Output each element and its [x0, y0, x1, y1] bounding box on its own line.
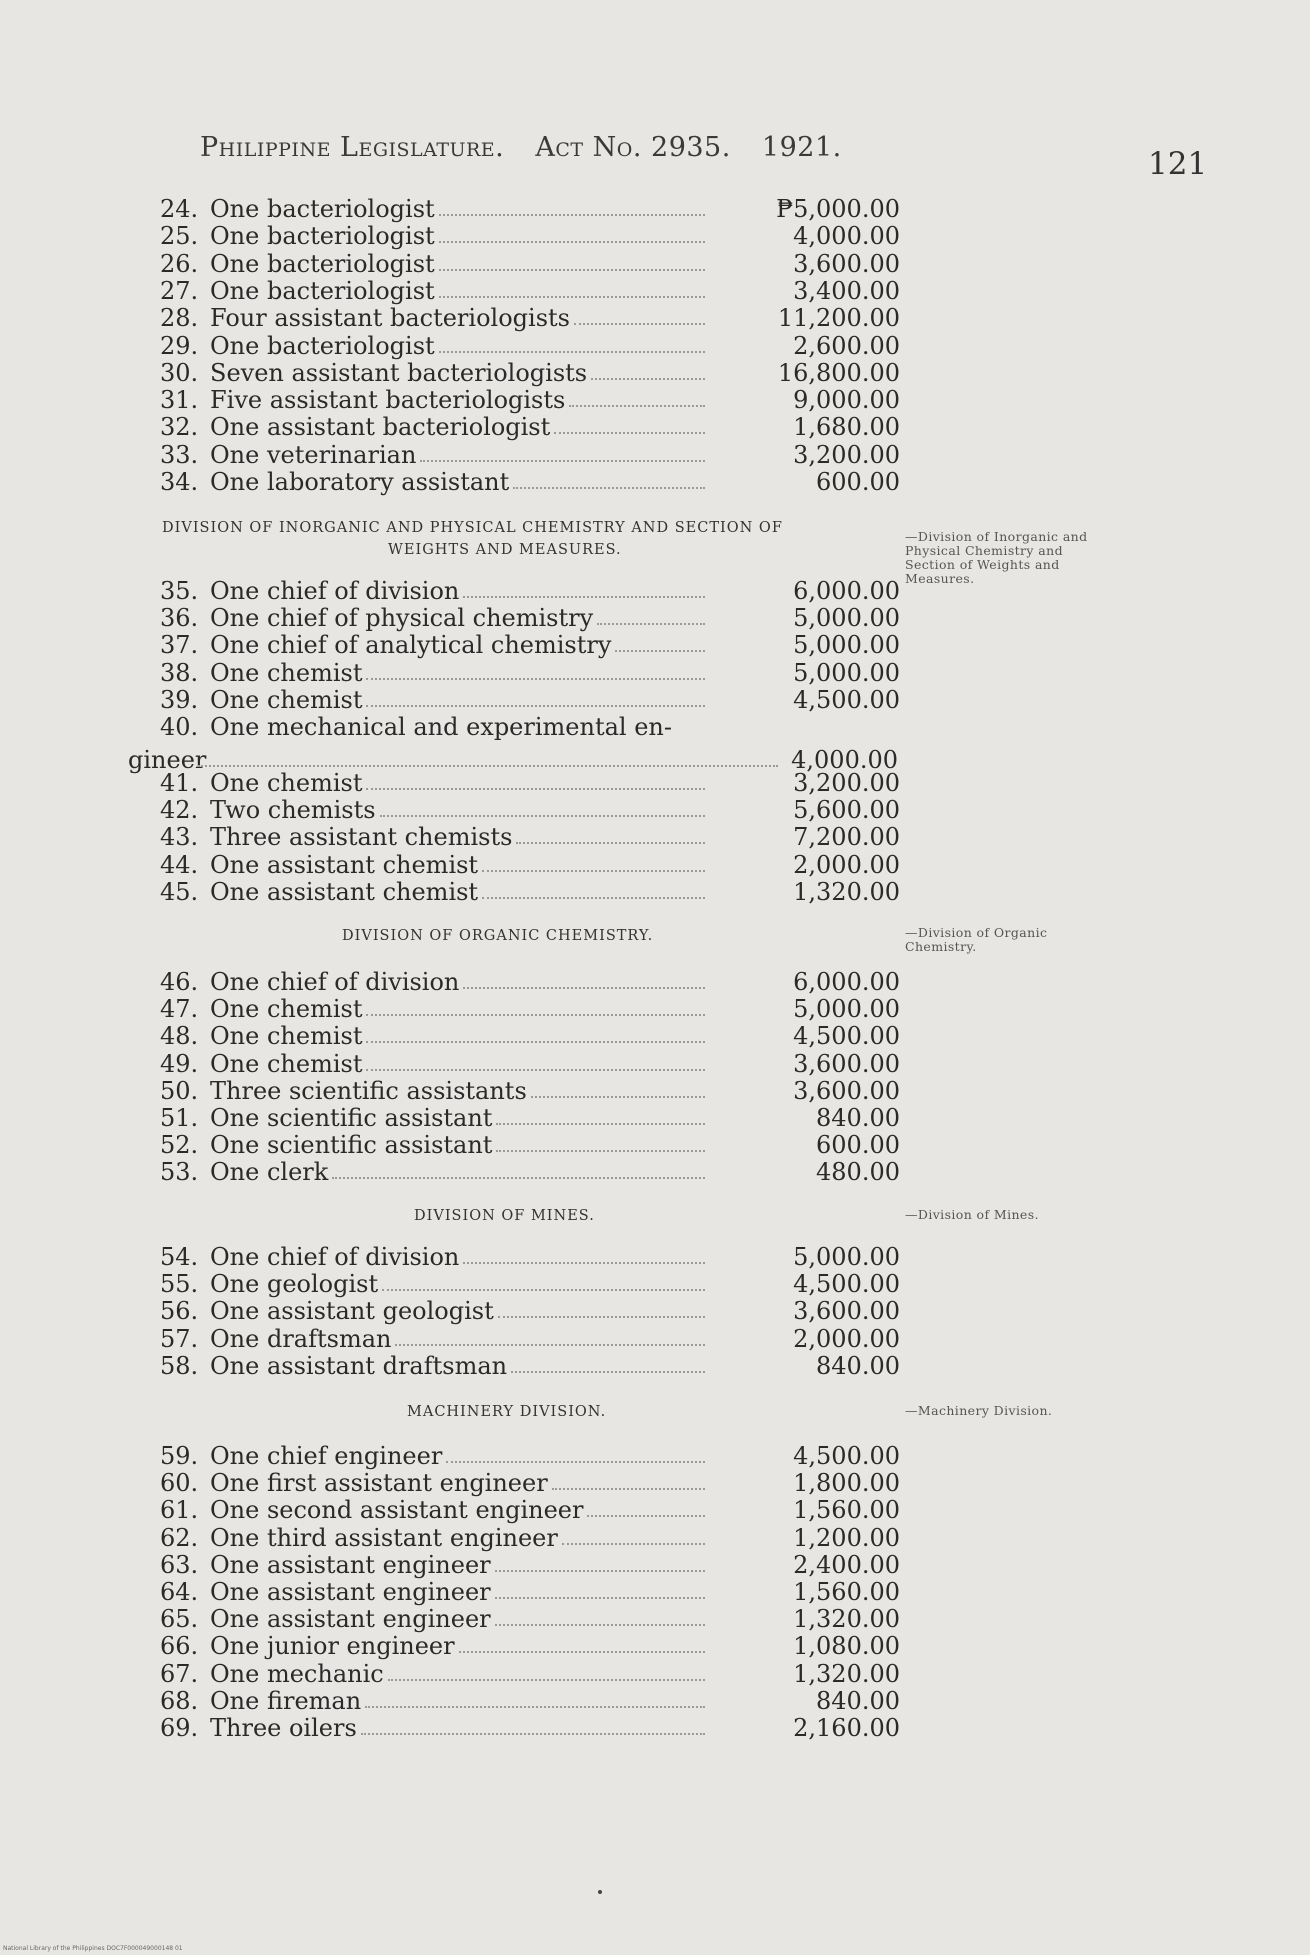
line-item-description: One bacteriologist: [210, 331, 435, 360]
dot-leader: [511, 1369, 705, 1373]
line-item-amount: 1,800.00: [793, 1469, 900, 1498]
line-item-description: Five assistant bacteriologists: [210, 386, 566, 415]
line-item-amount: 3,600.00: [793, 1076, 900, 1105]
line-item-number: 44.: [160, 850, 199, 879]
line-item-description: One assistant bacteriologist: [210, 413, 551, 442]
line-item-number: 32.: [160, 413, 199, 442]
dot-leader: [482, 895, 705, 899]
line-item-description: One scientific assistant: [210, 1104, 493, 1132]
dot-leader: [365, 1704, 705, 1708]
line-item-amount: 9,000.00: [793, 386, 900, 415]
line-item-number: 54.: [160, 1243, 199, 1271]
line-item-description: One chief of division: [210, 1243, 460, 1271]
dot-leader: [380, 813, 705, 817]
dot-leader: [495, 1595, 705, 1599]
running-head-year: 1921.: [761, 132, 842, 163]
line-item: [160, 1442, 900, 1470]
line-item-number: 34.: [160, 468, 199, 496]
dot-leader: [366, 786, 705, 790]
line-item-number: 53.: [160, 1158, 199, 1187]
dot-leader: [513, 485, 705, 489]
line-item-number: 30.: [160, 358, 199, 387]
line-item-amount: ₱5,000.00: [776, 195, 900, 223]
line-item-description: Three oilers: [210, 1714, 357, 1742]
line-item-number: 52.: [160, 1131, 199, 1160]
line-item-number: 45.: [160, 877, 199, 906]
dot-leader: [562, 1541, 705, 1545]
line-item-number: 63.: [160, 1550, 199, 1579]
line-item-number: 69.: [160, 1714, 199, 1742]
dot-leader: [496, 1121, 705, 1125]
dot-leader: [439, 267, 705, 271]
line-item: [160, 713, 900, 741]
dot-leader: [439, 239, 705, 243]
line-item-amount: 2,600.00: [793, 331, 900, 360]
line-item-amount: 4,500.00: [793, 1442, 900, 1470]
line-item-amount: 1,320.00: [793, 1605, 900, 1634]
ink-speck: [598, 1890, 602, 1894]
line-item-description: One chief of analytical chemistry: [210, 631, 612, 660]
line-item-amount: 4,500.00: [793, 685, 900, 714]
line-item: [160, 1243, 900, 1271]
line-item-description: One chemist: [210, 658, 363, 687]
line-item-number: 55.: [160, 1270, 199, 1299]
line-item-number: 51.: [160, 1104, 199, 1132]
line-item-amount: 1,320.00: [793, 877, 900, 906]
margin-note-machinery: —Machinery Division.: [905, 1403, 1053, 1418]
section-heading-organic: DIVISION OF ORGANIC CHEMISTRY.: [342, 928, 654, 944]
line-item-amount: 3,200.00: [793, 769, 900, 797]
line-item-number: 24.: [160, 195, 199, 223]
line-item-amount: 840.00: [816, 1104, 900, 1132]
line-item-number: 62.: [160, 1523, 199, 1552]
line-item-description: One mechanic: [210, 1659, 384, 1688]
dot-leader: [498, 1314, 705, 1318]
line-item-number: 26.: [160, 249, 199, 278]
line-item-continuation: [128, 746, 898, 774]
line-item: [160, 577, 900, 605]
line-item-number: 56.: [160, 1297, 199, 1326]
line-item: [160, 1297, 900, 1325]
line-item-number: 39.: [160, 685, 199, 714]
dot-leader: [361, 1731, 705, 1735]
dot-leader: [615, 648, 705, 652]
line-item-number: 36.: [160, 604, 199, 633]
line-item-description: Two chemists: [210, 796, 376, 825]
line-item: [160, 851, 900, 879]
dot-leader: [495, 1568, 705, 1572]
dot-leader: [332, 1175, 705, 1179]
line-item-number: 43.: [160, 823, 199, 852]
line-item-description: One assistant geologist: [210, 1297, 494, 1326]
line-item: [160, 413, 900, 441]
line-item-description: One chief of physical chemistry: [210, 604, 594, 633]
dot-leader: [366, 676, 705, 680]
line-item: [160, 995, 900, 1023]
line-item-amount: 1,680.00: [793, 413, 900, 442]
section-heading-inorganic-line1: DIVISION OF INORGANIC AND PHYSICAL CHEMISTRY AND SECTION OF: [162, 520, 783, 536]
page-number: 121: [1148, 146, 1208, 182]
line-item: [160, 686, 900, 714]
line-item-description: One chemist: [210, 995, 363, 1024]
line-item: [160, 1687, 900, 1715]
dot-leader: [496, 1148, 705, 1152]
line-item-description: One chemist: [210, 1022, 363, 1051]
dot-leader: [395, 1342, 705, 1346]
line-item-amount: 1,080.00: [793, 1632, 900, 1661]
line-item-description: One geologist: [210, 1270, 379, 1299]
dot-leader: [439, 212, 705, 216]
line-item-number: 50.: [160, 1076, 199, 1105]
line-item-description: One assistant engineer: [210, 1578, 491, 1606]
line-item-description: One junior engineer: [210, 1632, 455, 1661]
line-item: [160, 304, 900, 332]
line-item-number: 48.: [160, 1022, 199, 1051]
line-item-amount: 840.00: [816, 1351, 900, 1380]
line-item-amount: 6,000.00: [793, 577, 900, 605]
line-item-description: One bacteriologist: [210, 222, 435, 251]
line-item-amount: 1,560.00: [793, 1578, 900, 1606]
line-item-description: One veterinarian: [210, 440, 417, 469]
dot-leader: [495, 1622, 705, 1626]
line-item: [160, 1578, 900, 1606]
line-item-description: One assistant engineer: [210, 1605, 491, 1634]
line-item: [160, 659, 900, 687]
line-item-description: Four assistant bacteriologists: [210, 304, 570, 333]
line-item-description: One chief of division: [210, 968, 460, 996]
line-item-description: One chief of division: [210, 577, 460, 605]
line-item: [160, 604, 900, 632]
margin-note-mines: —Division of Mines.: [905, 1207, 1039, 1222]
line-item-description: One first assistant engineer: [210, 1469, 548, 1498]
line-item: [160, 1605, 900, 1633]
dot-leader: [446, 1459, 705, 1463]
dot-leader: [569, 403, 705, 407]
line-item: [160, 1104, 900, 1132]
line-item-amount: 480.00: [816, 1158, 900, 1187]
section-heading-machinery: MACHINERY DIVISION.: [407, 1404, 607, 1420]
line-item-amount: 16,800.00: [777, 358, 900, 387]
line-item-amount: 3,200.00: [793, 440, 900, 469]
line-item-description: One bacteriologist: [210, 195, 435, 223]
line-item-number: 28.: [160, 304, 199, 333]
line-item: [160, 878, 900, 906]
section-heading-inorganic-line2: WEIGHTS AND MEASURES.: [388, 542, 622, 558]
line-item: [160, 250, 900, 278]
line-item-amount: 4,500.00: [793, 1270, 900, 1299]
line-item-amount: 3,600.00: [793, 1297, 900, 1326]
line-item: [160, 441, 900, 469]
line-item-amount: 600.00: [816, 468, 900, 496]
line-item: [160, 1022, 900, 1050]
line-item-description: Three scientific assistants: [210, 1076, 527, 1105]
line-item: [160, 1270, 900, 1298]
line-item-amount: 2,000.00: [793, 850, 900, 879]
line-item: [160, 1158, 900, 1186]
line-item-number: 64.: [160, 1578, 199, 1606]
line-item-amount: 2,400.00: [793, 1550, 900, 1579]
line-item: [160, 1352, 900, 1380]
line-item-description: One fireman: [210, 1686, 362, 1715]
line-item: [160, 823, 900, 851]
line-item-number: 41.: [160, 769, 199, 797]
line-item-number: 31.: [160, 386, 199, 415]
line-item-amount: 3,600.00: [793, 1049, 900, 1078]
line-item-number: 37.: [160, 631, 199, 660]
line-item-amount: 5,000.00: [793, 658, 900, 687]
line-item-amount: 5,000.00: [793, 995, 900, 1024]
running-head-act: Act No. 2935.: [535, 132, 731, 163]
line-item: [160, 1714, 900, 1742]
line-item-description: One assistant chemist: [210, 850, 479, 879]
dot-leader: [516, 840, 705, 844]
dot-leader: [591, 376, 705, 380]
line-item-description: One assistant chemist: [210, 877, 479, 906]
line-item-amount: 5,000.00: [793, 631, 900, 660]
dot-leader: [366, 1039, 705, 1043]
margin-note-inorganic: —Division of Inorganic and Physical Chemistry and Section of Weights and Measures.: [905, 529, 1088, 586]
line-item-number: 27.: [160, 276, 199, 305]
line-item-amount: 4,000.00: [791, 746, 898, 775]
line-item: [160, 1469, 900, 1497]
line-item: [160, 631, 900, 659]
line-item-description: Three assistant chemists: [210, 823, 513, 852]
line-item-description: One assistant draftsman: [210, 1351, 508, 1380]
dot-leader: [366, 703, 705, 707]
line-item-number: 61.: [160, 1496, 199, 1525]
line-item-number: 40.: [160, 713, 199, 741]
line-item-description: Seven assistant bacteriologists: [210, 358, 588, 387]
dot-leader: [531, 1094, 705, 1098]
line-item: [160, 968, 900, 996]
line-item-description: One draftsman: [210, 1324, 392, 1353]
line-item: [160, 1050, 900, 1078]
line-item-amount: 4,500.00: [793, 1022, 900, 1051]
line-item: [160, 1524, 900, 1552]
dot-leader: [587, 1513, 705, 1517]
line-item-number: 46.: [160, 968, 199, 996]
line-item-amount: 4,000.00: [793, 222, 900, 251]
line-item: [160, 1077, 900, 1105]
line-item: [160, 332, 900, 360]
dot-leader: [420, 458, 705, 462]
line-item-description: One chief engineer: [210, 1442, 443, 1470]
line-item-amount: 2,160.00: [793, 1714, 900, 1742]
line-item: [160, 277, 900, 305]
line-item-amount: 11,200.00: [777, 304, 900, 333]
line-item-number: 38.: [160, 658, 199, 687]
line-item-number: 25.: [160, 222, 199, 251]
line-item-description: One laboratory assistant: [210, 468, 510, 496]
line-item-description: One clerk: [210, 1158, 329, 1187]
line-item: [160, 195, 900, 223]
line-item-description: One second assistant engineer: [210, 1496, 584, 1525]
line-item-description-cont: gineer: [128, 746, 207, 775]
line-item-description: One third assistant engineer: [210, 1523, 558, 1552]
line-item-number: 58.: [160, 1351, 199, 1380]
line-item-number: 67.: [160, 1659, 199, 1688]
dot-leader: [198, 763, 778, 767]
line-item-description: One bacteriologist: [210, 276, 435, 305]
line-item-amount: 1,200.00: [793, 1523, 900, 1552]
dot-leader: [439, 349, 705, 353]
line-item-description: One bacteriologist: [210, 249, 435, 278]
line-item-description: One chemist: [210, 685, 363, 714]
line-item: [160, 1660, 900, 1688]
dot-leader: [482, 868, 705, 872]
dot-leader: [366, 1067, 705, 1071]
line-item: [160, 1131, 900, 1159]
line-item: [160, 1325, 900, 1353]
dot-leader: [366, 1012, 705, 1016]
line-item-amount: 5,000.00: [793, 604, 900, 633]
line-item: [160, 386, 900, 414]
line-item-amount: 3,400.00: [793, 276, 900, 305]
line-item-number: 68.: [160, 1686, 199, 1715]
dot-leader: [463, 985, 705, 989]
dot-leader: [388, 1677, 705, 1681]
margin-note-organic: —Division of Organic Chemistry.: [905, 925, 1048, 954]
line-item-description: One mechanical and experimental en-: [210, 713, 672, 741]
line-item-description: One chemist: [210, 1049, 363, 1078]
line-item-amount: 600.00: [816, 1131, 900, 1160]
line-item-amount: 2,000.00: [793, 1324, 900, 1353]
line-item: [160, 359, 900, 387]
line-item-amount: 5,600.00: [793, 796, 900, 825]
line-item-amount: 5,000.00: [793, 1243, 900, 1271]
line-item-number: 66.: [160, 1632, 199, 1661]
line-item-number: 29.: [160, 331, 199, 360]
line-item-number: 49.: [160, 1049, 199, 1078]
line-item: [160, 1632, 900, 1660]
line-item-amount: 840.00: [816, 1686, 900, 1715]
line-item-amount: 1,560.00: [793, 1496, 900, 1525]
line-item-description: One assistant engineer: [210, 1550, 491, 1579]
section-heading-mines: DIVISION OF MINES.: [414, 1208, 595, 1224]
line-item-number: 65.: [160, 1605, 199, 1634]
dot-leader: [459, 1649, 705, 1653]
line-item-amount: 7,200.00: [793, 823, 900, 852]
line-item-number: 60.: [160, 1469, 199, 1498]
line-item-number: 42.: [160, 796, 199, 825]
line-item: [160, 796, 900, 824]
scan-footer: National Library of the Philippines DOC7F000049000148 01: [3, 1945, 183, 1952]
line-item-amount: 3,600.00: [793, 249, 900, 278]
line-item-number: 33.: [160, 440, 199, 469]
line-item: [160, 1551, 900, 1579]
line-item-description: One scientific assistant: [210, 1131, 493, 1160]
line-item-number: 57.: [160, 1324, 199, 1353]
dot-leader: [463, 1260, 705, 1264]
dot-leader: [382, 1287, 705, 1291]
line-item-amount: 6,000.00: [793, 968, 900, 996]
dot-leader: [574, 321, 705, 325]
line-item-number: 59.: [160, 1442, 199, 1470]
line-item-description: One chemist: [210, 769, 363, 797]
line-item-amount: 1,320.00: [793, 1659, 900, 1688]
dot-leader: [597, 621, 705, 625]
line-item-number: 47.: [160, 995, 199, 1024]
dot-leader: [439, 294, 705, 298]
line-item: [160, 468, 900, 496]
line-item: [160, 222, 900, 250]
running-head: [200, 132, 864, 163]
dot-leader: [552, 1486, 705, 1490]
dot-leader: [554, 430, 705, 434]
line-item: [160, 1496, 900, 1524]
line-item-number: 35.: [160, 577, 199, 605]
running-head-title: Philippine Legislature.: [200, 132, 505, 163]
dot-leader: [463, 594, 705, 598]
